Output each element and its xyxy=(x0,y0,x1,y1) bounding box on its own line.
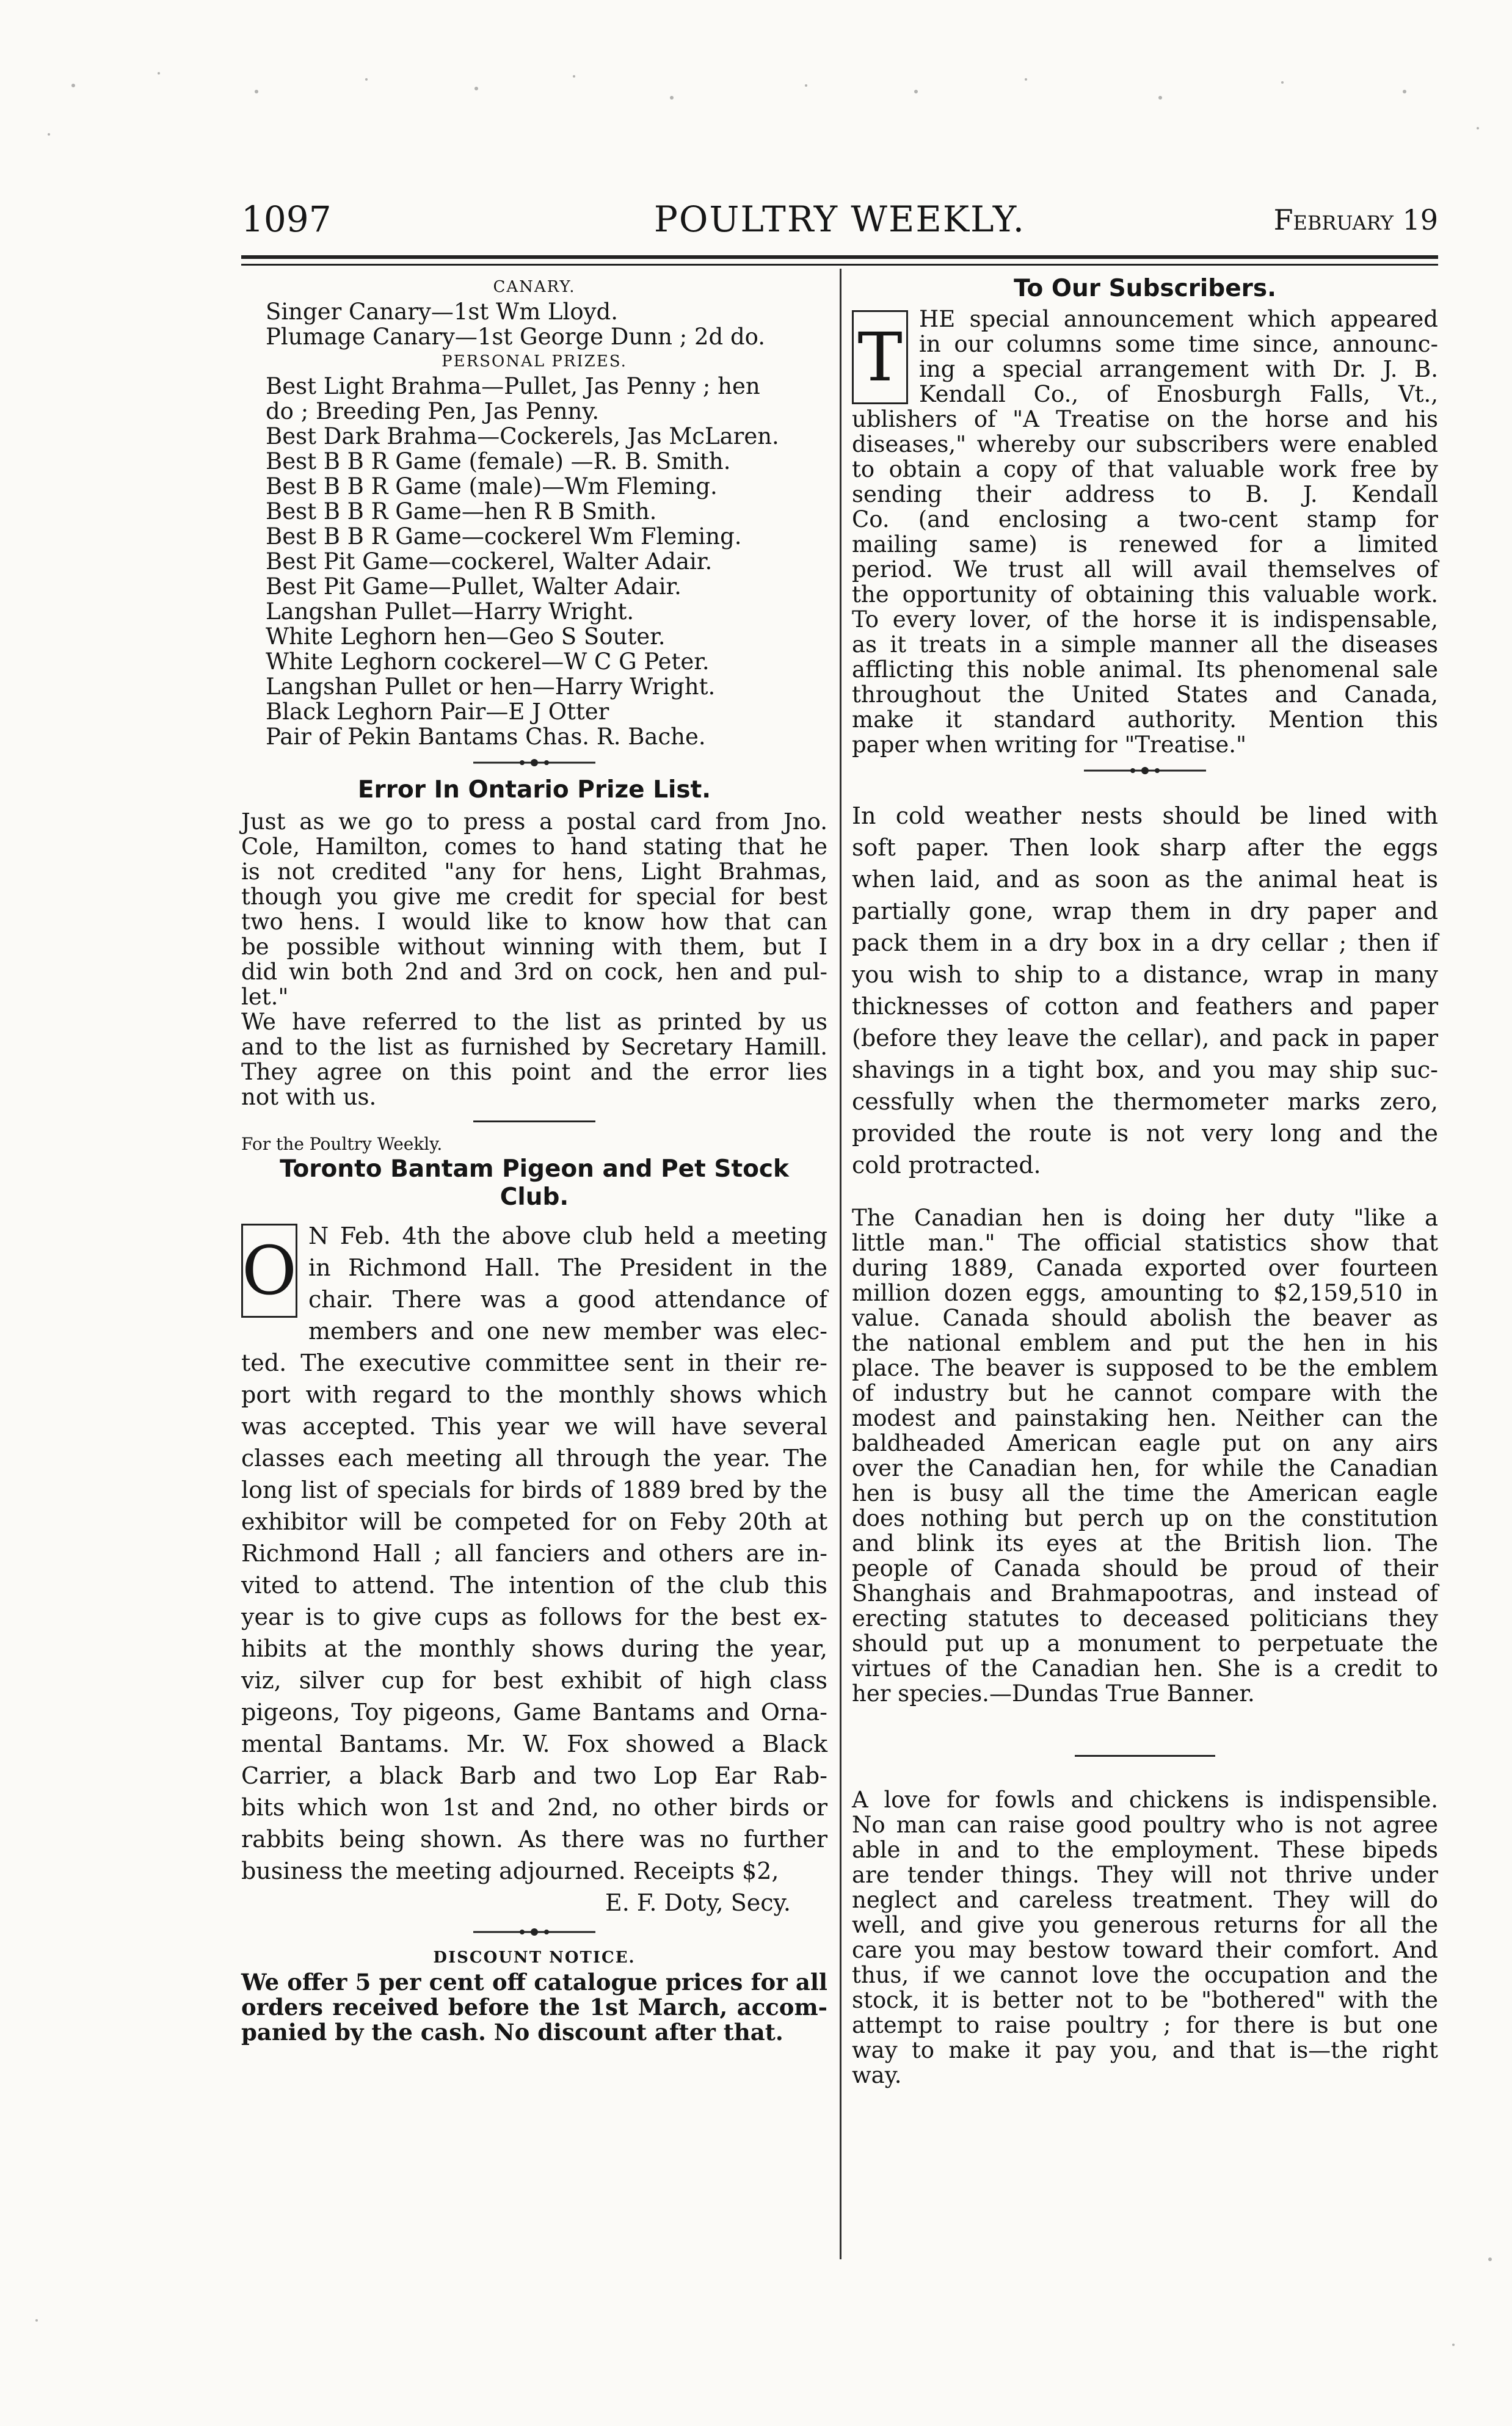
article-line: the national emblem and put the hen in his xyxy=(852,1330,1438,1356)
prize-line: White Leghorn hen—Geo S Souter. xyxy=(266,623,666,650)
article-line: virtues of the Canadian hen. She is a credit to xyxy=(852,1655,1438,1682)
article-line: pigeons, Toy pigeons, Game Bantams and Orna- xyxy=(241,1699,827,1726)
header-rule-thin xyxy=(241,264,1438,266)
article-line: N Feb. 4th the above club held a meeting xyxy=(308,1222,827,1249)
prize-line: do ; Breeding Pen, Jas Penny. xyxy=(266,398,600,424)
personal-prizes-list xyxy=(241,374,827,749)
article-line: year is to give cups as follows for the best ex- xyxy=(241,1603,827,1630)
prize-line: Langshan Pullet or hen—Harry Wright. xyxy=(266,674,716,700)
article-line: Shanghais and Brahmapootras, and instead of xyxy=(852,1580,1438,1607)
club-body xyxy=(241,1347,827,1887)
subscribers-body xyxy=(852,407,1438,757)
club-heading-line1: Toronto Bantam Pigeon and Pet Stock xyxy=(280,1155,789,1183)
article-line: rabbits being shown. As there was no further xyxy=(241,1826,827,1853)
notice-line: orders received before the 1st March, accom- xyxy=(241,1994,827,2021)
article-line: make it standard authority. Mention this xyxy=(852,706,1438,733)
drop-cap: O xyxy=(241,1224,297,1318)
article-line: mental Bantams. Mr. W. Fox showed a Black xyxy=(241,1731,827,1757)
ornament-divider xyxy=(473,758,595,768)
article-line: hen is busy all the time the American eagle xyxy=(852,1480,1438,1506)
article-line: To every lover, of the horse it is indispensable, xyxy=(852,606,1438,633)
article-line: afflicting this noble animal. Its phenomenal sale xyxy=(852,656,1438,683)
article-line: to obtain a copy of that valuable work free by xyxy=(852,456,1438,482)
short-rule xyxy=(473,1120,595,1122)
article-line: port with regard to the monthly shows which xyxy=(241,1381,827,1408)
article-line: Cole, Hamilton, comes to hand stating that he xyxy=(241,833,827,860)
subscribers-article xyxy=(852,307,1438,757)
issue-date: February 19 xyxy=(1273,203,1438,236)
prize-line: Black Leghorn Pair—E J Otter xyxy=(266,699,609,725)
fowls-article xyxy=(852,1787,1438,2088)
prize-line: Best Pit Game—Pullet, Walter Adair. xyxy=(266,573,681,600)
article-line: pack them in a dry box in a dry cellar ; then if xyxy=(852,929,1438,956)
club-wrapped-lines xyxy=(241,1220,827,1347)
page-header xyxy=(241,198,1438,253)
prize-line: Best B B R Game—hen R B Smith. xyxy=(266,498,657,525)
article-line: as it treats in a simple manner all the diseases xyxy=(852,631,1438,658)
canary-heading: CANARY. xyxy=(493,278,576,296)
right-column xyxy=(852,275,1438,2088)
drop-cap: T xyxy=(852,310,908,404)
article-line: her species.—Dundas True Banner. xyxy=(852,1680,1255,1707)
discount-heading: DISCOUNT NOTICE. xyxy=(433,1948,636,1967)
article-line: is not credited "any for hens, Light Brahmas, xyxy=(241,859,827,885)
prize-line: Best Dark Brahma—Cockerels, Jas McLaren. xyxy=(266,423,779,449)
article-line: way. xyxy=(852,2062,902,2088)
prize-line: Pair of Pekin Bantams Chas. R. Bache. xyxy=(266,724,706,750)
short-rule xyxy=(1075,1755,1215,1757)
article-line: vited to attend. The intention of the club this xyxy=(241,1572,827,1599)
article-line: erecting statutes to deceased politicians they xyxy=(852,1605,1438,1632)
article-line: baldheaded American eagle put on any airs xyxy=(852,1430,1438,1456)
article-line: soft paper. Then look sharp after the eggs xyxy=(852,834,1438,861)
article-line: chair. There was a good attendance of xyxy=(308,1286,827,1313)
article-line: Carrier, a black Barb and two Lop Ear Rab- xyxy=(241,1762,827,1789)
prize-line: Best B B R Game (male)—Wm Fleming. xyxy=(266,473,718,499)
article-line: not with us. xyxy=(241,1084,377,1110)
header-rule-thick xyxy=(241,255,1438,259)
article-line: Just as we go to press a postal card from Jno. xyxy=(241,808,827,835)
article-line: provided the route is not very long and the xyxy=(852,1120,1438,1147)
article-line: bits which won 1st and 2nd, no other birds or xyxy=(241,1794,827,1821)
prize-line: Best Pit Game—cockerel, Walter Adair. xyxy=(266,548,713,575)
article-line: does nothing but perch up on the constitution xyxy=(852,1505,1438,1531)
prize-line: White Leghorn cockerel—W C G Peter. xyxy=(266,648,710,675)
article-line: (before they leave the cellar), and pack in paper xyxy=(852,1025,1438,1051)
article-line: little man." The official statistics show that xyxy=(852,1230,1438,1256)
article-line: attempt to raise poultry ; for there is but one xyxy=(852,2012,1438,2038)
article-line: care you may bestow toward their comfort. And xyxy=(852,1937,1438,1963)
article-line: was accepted. This year we will have several xyxy=(241,1413,827,1440)
article-line: sending their address to B. J. Kendall xyxy=(852,481,1438,507)
canary-list xyxy=(241,299,827,349)
article-line: viz, silver cup for best exhibit of high class xyxy=(241,1667,827,1694)
article-line: able in and to the employment. These bipeds xyxy=(852,1837,1438,1863)
prize-line: Singer Canary—1st Wm Lloyd. xyxy=(266,299,618,325)
personal-prizes-heading: PERSONAL PRIZES. xyxy=(442,352,627,371)
article-line: thus, if we cannot love the occupation and the xyxy=(852,1962,1438,1988)
article-line: Richmond Hall ; all fanciers and others are in- xyxy=(241,1540,827,1567)
article-line: way to make it pay you, and that is—the right xyxy=(852,2037,1438,2063)
error-heading: Error In Ontario Prize List. xyxy=(357,776,711,804)
article-line: cessfully when the thermometer marks zero, xyxy=(852,1088,1438,1115)
prize-line: Best B B R Game—cockerel Wm Fleming. xyxy=(266,523,742,550)
article-line: well, and give you generous returns for all the xyxy=(852,1912,1438,1938)
article-line: partially gone, wrap them in dry paper and xyxy=(852,898,1438,924)
article-line: members and one new member was elec- xyxy=(308,1318,827,1345)
article-line: value. Canada should abolish the beaver as xyxy=(852,1305,1438,1331)
masthead-title: POULTRY WEEKLY. xyxy=(653,198,1026,240)
article-line: though you give me credit for special for best xyxy=(241,884,827,910)
article-line: Kendall Co., of Enosburgh Falls, Vt., xyxy=(919,381,1438,407)
article-line: over the Canadian hen, for while the Canadian xyxy=(852,1455,1438,1481)
article-line: classes each meeting all through the year. The xyxy=(241,1445,827,1472)
article-line: throughout the United States and Canada, xyxy=(852,681,1438,708)
article-line: and to the list as furnished by Secretary Hamill. xyxy=(241,1034,827,1060)
prize-line: Best B B R Game (female) —R. B. Smith. xyxy=(266,448,731,474)
subscribers-heading: To Our Subscribers. xyxy=(1014,275,1276,302)
article-line: in Richmond Hall. The President in the xyxy=(308,1254,827,1281)
article-line: paper when writing for "Treatise." xyxy=(852,732,1247,758)
article-line: business the meeting adjourned. Receipts $2, xyxy=(241,1858,779,1884)
article-line: No man can raise good poultry who is not agree xyxy=(852,1812,1438,1838)
article-line: place. The beaver is supposed to be the emblem xyxy=(852,1355,1438,1381)
canadian-hen-article xyxy=(852,1205,1438,1706)
article-line: during 1889, Canada exported over fourteen xyxy=(852,1255,1438,1281)
club-signature: E. F. Doty, Secy. xyxy=(605,1889,791,1916)
article-line: million dozen eggs, amounting to $2,159,510 in xyxy=(852,1280,1438,1306)
article-line: long list of specials for birds of 1889 bred by the xyxy=(241,1476,827,1503)
article-line: We have referred to the list as printed by us xyxy=(241,1009,827,1035)
article-line: are tender things. They will not thrive under xyxy=(852,1862,1438,1888)
prize-line: Best Light Brahma—Pullet, Jas Penny ; hen xyxy=(266,373,760,399)
article-line: in our columns some time since, announc- xyxy=(919,331,1438,357)
left-column xyxy=(241,275,827,2045)
article-line: two hens. I would like to know how that can xyxy=(241,909,827,935)
column-divider xyxy=(840,269,841,2259)
article-line: and blink its eyes at the British lion. The xyxy=(852,1530,1438,1556)
article-line: be possible without winning with them, but I xyxy=(241,934,827,960)
article-line: period. We trust all will avail themselves of xyxy=(852,556,1438,583)
article-line: the opportunity of obtaining this valuable work. xyxy=(852,581,1438,608)
article-line: did win both 2nd and 3rd on cock, hen and pul- xyxy=(241,959,827,985)
article-line: cold protracted. xyxy=(852,1152,1041,1178)
article-line: of industry but he cannot compare with the xyxy=(852,1380,1438,1406)
prize-line: Plumage Canary—1st George Dunn ; 2d do. xyxy=(266,324,766,350)
article-line: ing a special arrangement with Dr. J. B. xyxy=(919,356,1438,382)
article-line: mailing same) is renewed for a limited xyxy=(852,531,1438,557)
article-line: stock, it is better not to be "bothered" with the xyxy=(852,1987,1438,2013)
notice-line: We offer 5 per cent off catalogue prices for all xyxy=(241,1969,827,1996)
article-line: shavings in a tight box, and you may ship suc- xyxy=(852,1056,1438,1083)
article-line: let." xyxy=(241,984,289,1010)
club-article xyxy=(241,1220,827,1919)
nests-article xyxy=(852,800,1438,1181)
article-line: In cold weather nests should be lined with xyxy=(852,802,1438,829)
article-line: They agree on this point and the error lies xyxy=(241,1059,827,1085)
discount-notice xyxy=(241,1970,827,2045)
notice-line: panied by the cash. No discount after that. xyxy=(241,2019,783,2046)
article-line: should put up a monument to perpetuate the xyxy=(852,1630,1438,1657)
ornament-divider xyxy=(1084,766,1206,775)
article-line: ted. The executive committee sent in their re- xyxy=(241,1349,827,1376)
article-line: you wish to ship to a distance, wrap in many xyxy=(852,961,1438,988)
article-line: thicknesses of cotton and feathers and paper xyxy=(852,993,1438,1020)
article-line: A love for fowls and chickens is indispensible. xyxy=(852,1787,1438,1813)
article-line: HE special announcement which appeared xyxy=(919,306,1438,332)
ornament-divider xyxy=(473,1927,595,1937)
page-number: 1097 xyxy=(241,198,332,240)
article-line: The Canadian hen is doing her duty "like a xyxy=(852,1205,1438,1231)
club-byline: For the Poultry Weekly. xyxy=(241,1134,443,1154)
error-article xyxy=(241,809,827,1109)
subscribers-wrapped-lines xyxy=(852,307,1438,407)
article-line: Co. (and enclosing a two-cent stamp for xyxy=(852,506,1438,532)
article-line: modest and painstaking hen. Neither can the xyxy=(852,1405,1438,1431)
prize-line: Langshan Pullet—Harry Wright. xyxy=(266,598,634,625)
article-line: exhibitor will be competed for on Feby 20th at xyxy=(241,1508,827,1535)
article-line: ublishers of "A Treatise on the horse and his xyxy=(852,406,1438,432)
article-line: diseases," whereby our subscribers were enabled xyxy=(852,431,1438,457)
article-line: when laid, and as soon as the animal heat is xyxy=(852,866,1438,893)
club-heading-line2: Club. xyxy=(500,1183,569,1211)
article-line: people of Canada should be proud of their xyxy=(852,1555,1438,1582)
article-line: neglect and careless treatment. They will do xyxy=(852,1887,1438,1913)
article-line: hibits at the monthly shows during the year, xyxy=(241,1635,827,1662)
